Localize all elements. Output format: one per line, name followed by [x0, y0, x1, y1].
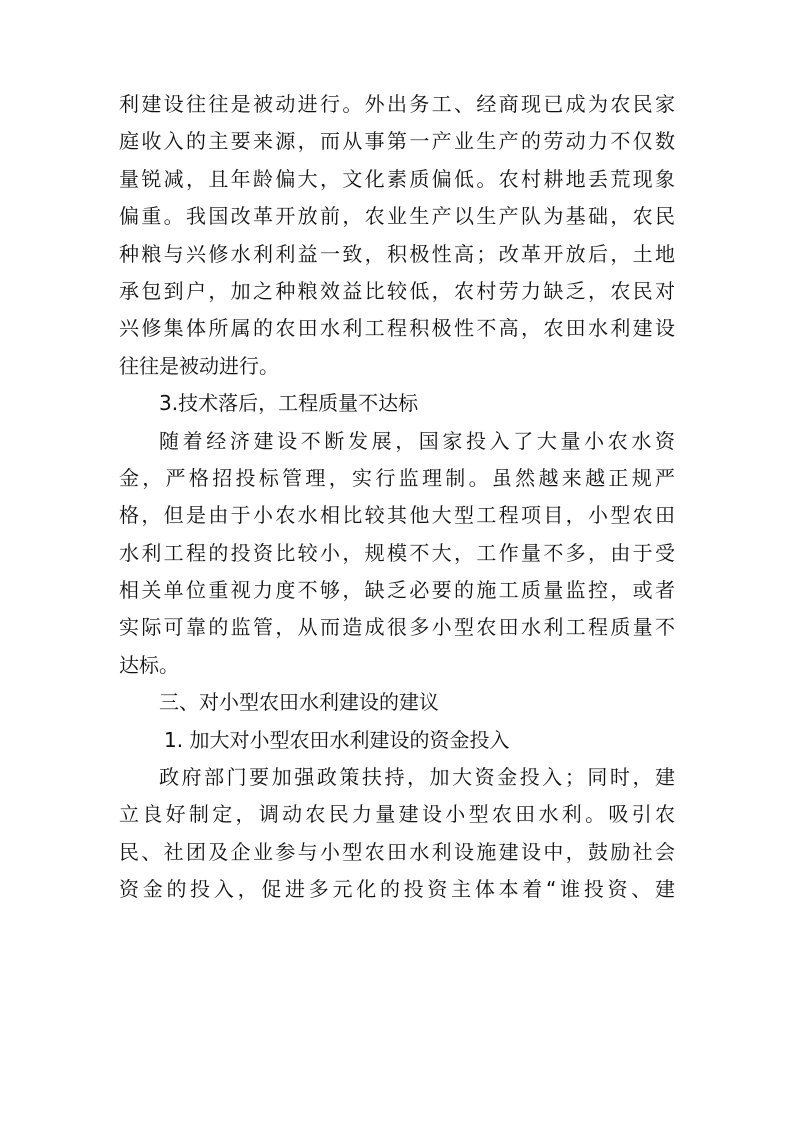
body-line: 往往是被动进行。: [119, 353, 279, 378]
body-line: 兴修集体所属的农田水利工程积极性不高，农田水利建设: [119, 316, 675, 341]
body-line: 政府部门要加强政策扶持，加大资金投入；同时，建: [159, 765, 675, 790]
body-line: 金，严格招投标管理，实行监理制。虽然越来越正规严: [119, 465, 675, 490]
body-line: 资金的投入，促进多元化的投资主体本着“谁投资、建: [119, 877, 675, 902]
body-line: 承包到户，加之种粮效益比较低，农村劳力缺乏，农民对: [119, 278, 675, 303]
body-line: 种粮与兴修水利利益一致，积极性高；改革开放后，土地: [119, 241, 675, 266]
body-line: 偏重。我国改革开放前，农业生产以生产队为基础，农民: [119, 204, 675, 229]
body-line: 水利工程的投资比较小，规模不大，工作量不多，由于受: [119, 540, 675, 565]
subsection-heading: 1. 加大对小型农田水利建设的资金投入: [164, 727, 510, 752]
body-line: 民、社团及企业参与小型农田水利设施建设中，鼓励社会: [119, 839, 675, 864]
body-line: 随着经济建设不断发展，国家投入了大量小农水资: [159, 428, 675, 453]
body-line: 立良好制定，调动农民力量建设小型农田水利。吸引农: [119, 802, 675, 827]
body-line: 庭收入的主要来源，而从事第一产业生产的劳动力不仅数: [119, 129, 675, 154]
section-heading: 三、对小型农田水利建设的建议: [159, 690, 439, 715]
body-line: 格，但是由于小农水相比较其他大型工程项目，小型农田: [119, 503, 675, 528]
body-line: 实际可靠的监管，从而造成很多小型农田水利工程质量不: [119, 615, 675, 640]
body-line: 相关单位重视力度不够，缺乏必要的施工质量监控，或者: [119, 578, 675, 603]
body-line: 量锐减，且年龄偏大，文化素质偏低。农村耕地丢荒现象: [119, 166, 675, 191]
body-line: 达标。: [119, 652, 179, 677]
document-body: [119, 86, 675, 909]
body-line: 利建设往往是被动进行。外出务工、经商现已成为农民家: [119, 92, 675, 116]
section-heading: 3.技术落后，工程质量不达标: [159, 391, 419, 416]
